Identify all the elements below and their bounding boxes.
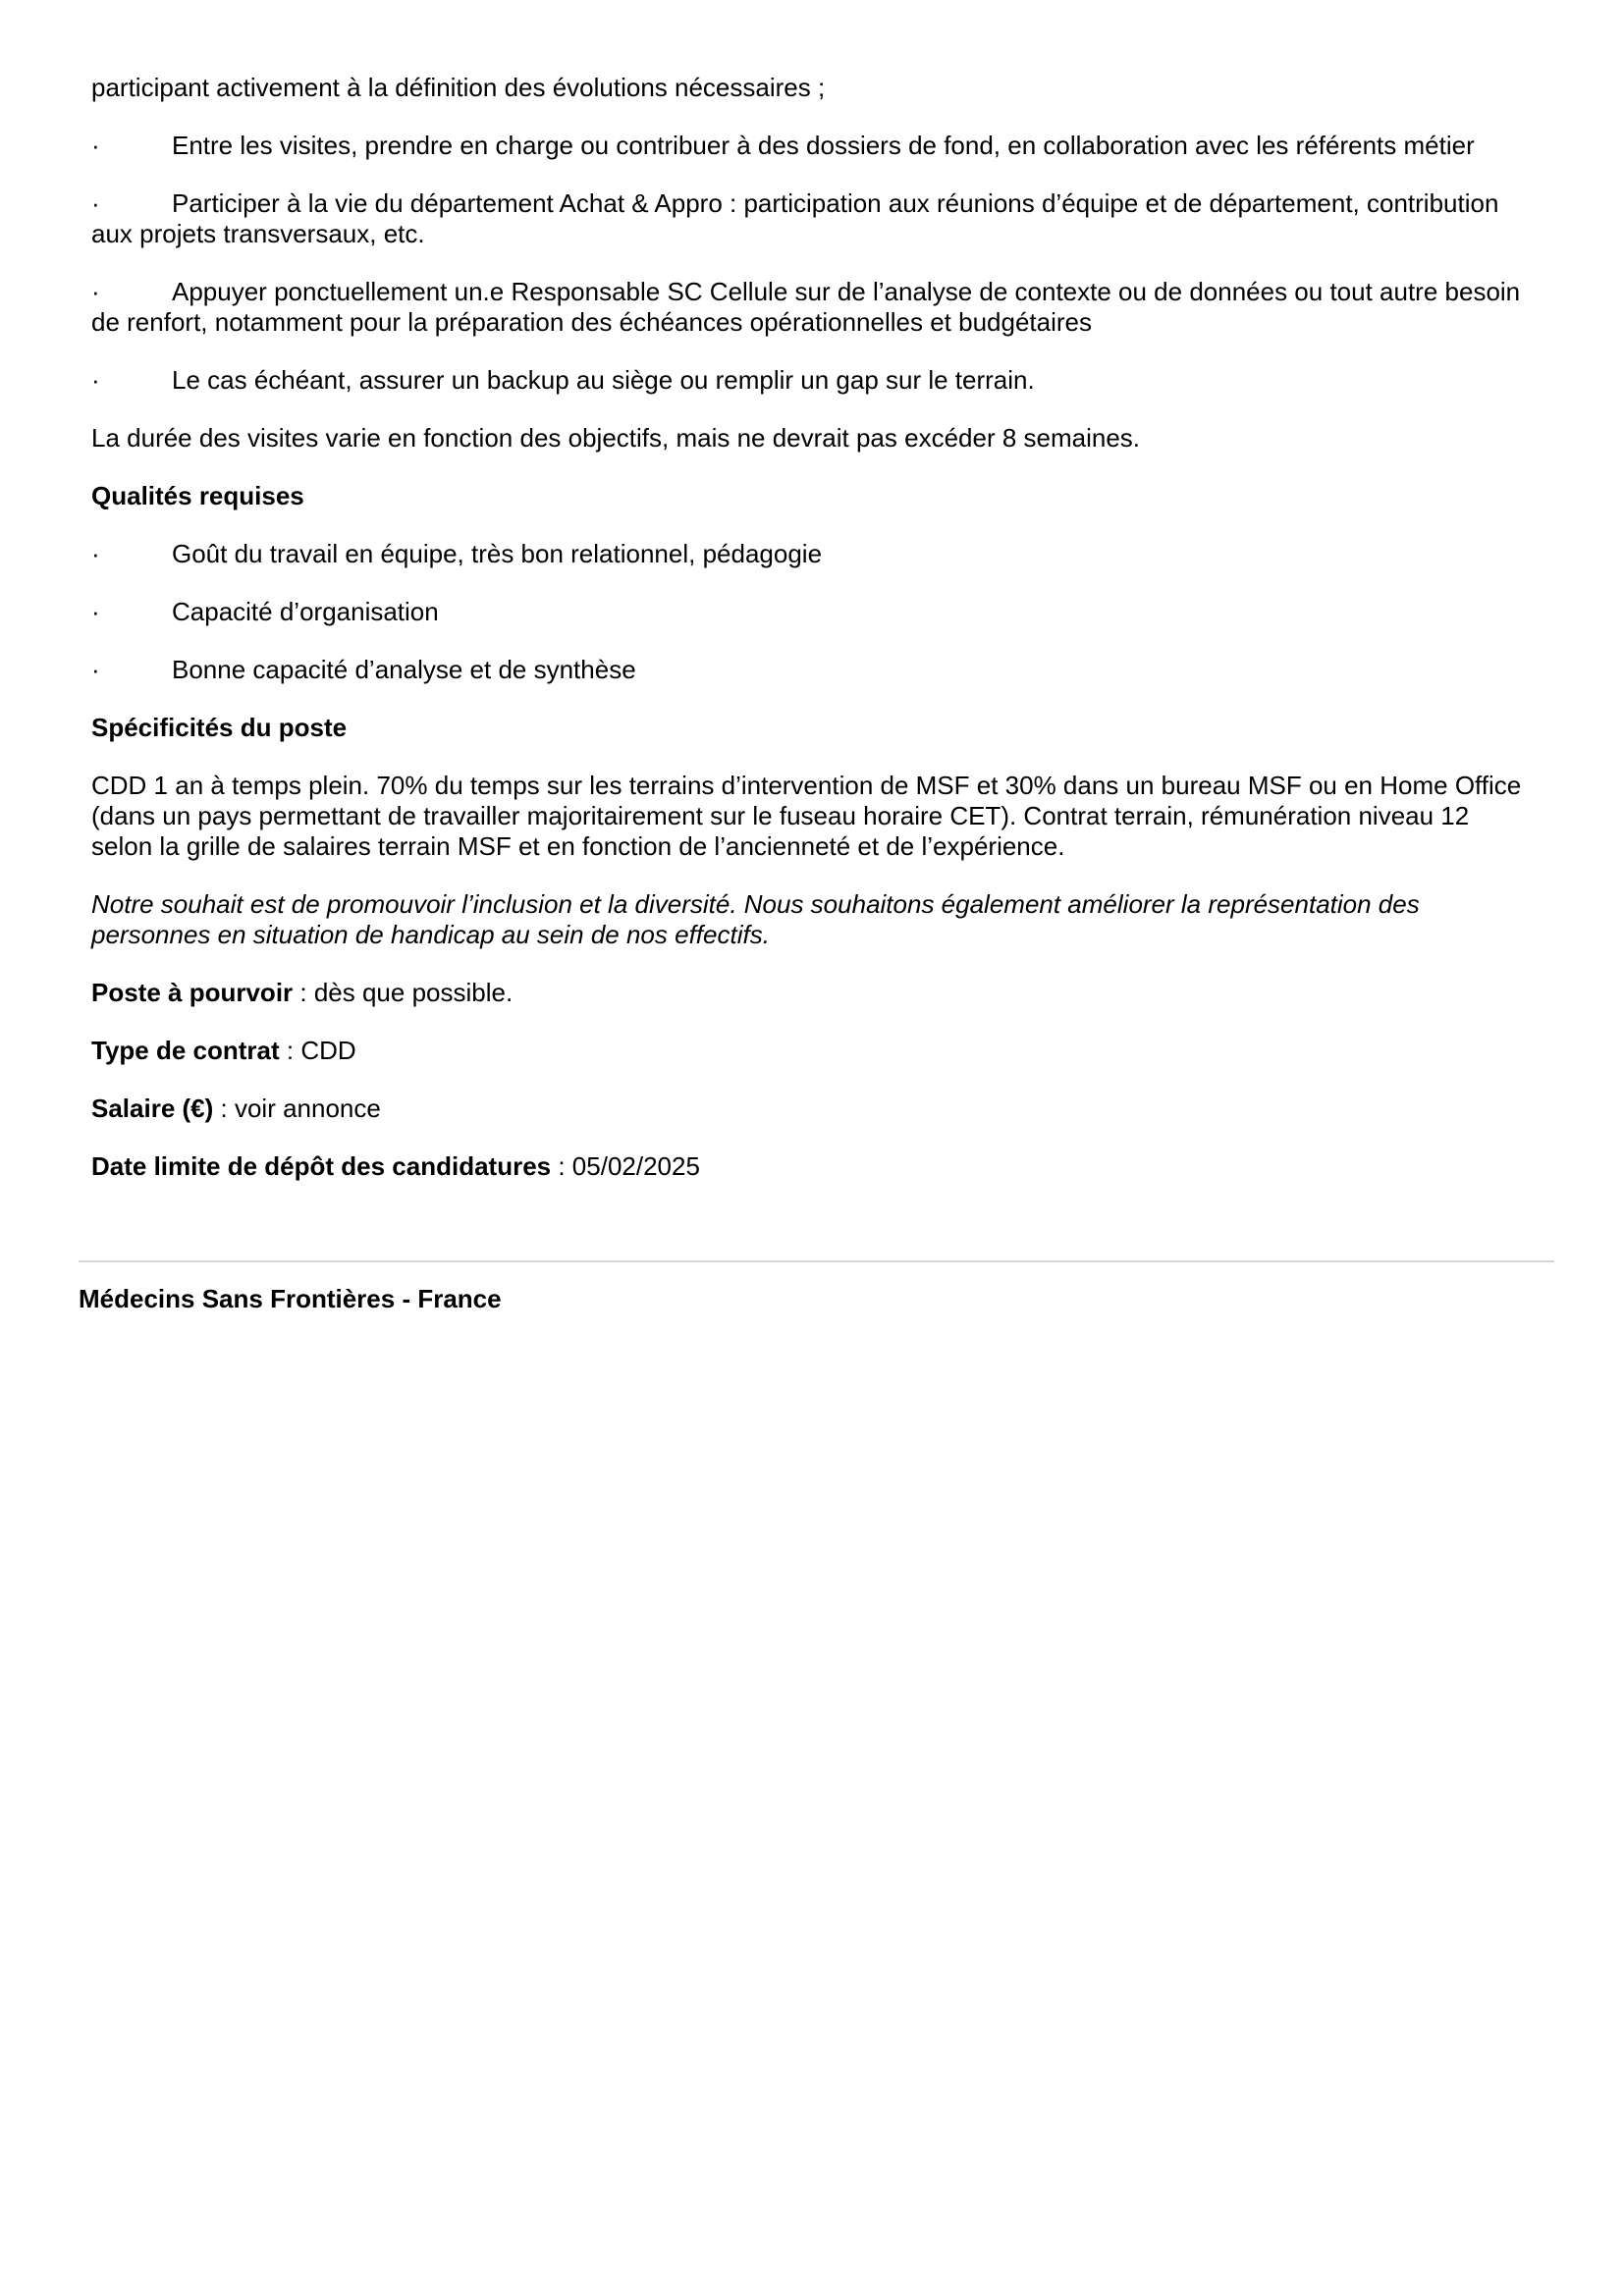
- mission-list: [91, 131, 1535, 396]
- start-date-line: [91, 978, 1535, 1008]
- deadline-line: [91, 1151, 1535, 1182]
- bullet-marker: ·: [91, 539, 100, 568]
- list-item: [91, 655, 1535, 685]
- salary-label: Salaire (€): [91, 1094, 214, 1123]
- list-item-text: Bonne capacité d’analyse et de synthèse: [172, 655, 636, 684]
- list-item: [91, 539, 1535, 569]
- specifics-text: CDD 1 an à temps plein. 70% du temps sur les terrains d’intervention de MSF et 30% dans un bureau MSF ou en Home Office (dans un pays permettant de travailler majoritairement sur le fuseau horaire CET). Contrat terrain, rémunération niveau 12 selon la grille de salaires terrain MSF et en fonction de l’ancienneté et de l’expérience.: [91, 771, 1522, 861]
- salary-line: [91, 1094, 1535, 1124]
- start-date-value: : dès que possible.: [293, 978, 514, 1007]
- duration-text: La durée des visites varie en fonction des objectifs, mais ne devrait pas excéder 8 semaines.: [91, 423, 1141, 453]
- list-item-text: Capacité d’organisation: [172, 597, 439, 626]
- contract-type-label: Type de contrat: [91, 1036, 280, 1065]
- qualities-list: [91, 539, 1535, 685]
- specifics-heading: Spécificités du poste: [91, 713, 348, 742]
- deadline-value: : 05/02/2025: [551, 1151, 700, 1181]
- list-item-text: Entre les visites, prendre en charge ou contribuer à des dossiers de fond, en collaboration avec les référents métier: [172, 131, 1475, 160]
- list-item-text: Appuyer ponctuellement un.e Responsable SC Cellule sur de l’analyse de contexte ou de données ou tout autre besoin de renfort, notamment pour la préparation des échéances opérationnelles et budgétaires: [91, 277, 1521, 337]
- qualities-heading: Qualités requises: [91, 481, 304, 510]
- bullet-marker: ·: [91, 597, 100, 626]
- list-item-text: Participer à la vie du département Achat & Appro : participation aux réunions d’équipe et de département, contribution aux projets transversaux, etc.: [91, 188, 1499, 248]
- deadline-label: Date limite de dépôt des candidatures: [91, 1151, 552, 1181]
- list-item: [91, 188, 1535, 249]
- list-item: [91, 277, 1535, 338]
- salary-value: : voir annonce: [213, 1094, 381, 1123]
- bullet-marker: ·: [91, 365, 100, 395]
- footer-divider: [79, 1260, 1554, 1262]
- footer-organization: Médecins Sans Frontières - France: [79, 1284, 502, 1313]
- list-item-text: Goût du travail en équipe, très bon relationnel, pédagogie: [172, 539, 823, 568]
- contract-type-line: [91, 1036, 1535, 1066]
- bullet-marker: ·: [91, 188, 100, 218]
- bullet-marker: ·: [91, 131, 100, 160]
- list-item: [91, 365, 1535, 396]
- inclusion-statement: Notre souhait est de promouvoir l’inclusion et la diversité. Nous souhaitons également améliorer la représentation des personnes en situation de handicap au sein de nos effectifs.: [91, 889, 1420, 949]
- start-date-label: Poste à pourvoir: [91, 978, 294, 1007]
- bullet-marker: ·: [91, 655, 100, 684]
- intro-line: participant activement à la définition des évolutions nécessaires ;: [91, 73, 826, 102]
- list-item-text: Le cas échéant, assurer un backup au siège ou remplir un gap sur le terrain.: [172, 365, 1035, 395]
- document-content: [91, 73, 1535, 1209]
- list-item: [91, 131, 1535, 161]
- bullet-marker: ·: [91, 277, 100, 306]
- list-item: [91, 597, 1535, 627]
- contract-type-value: : CDD: [279, 1036, 356, 1065]
